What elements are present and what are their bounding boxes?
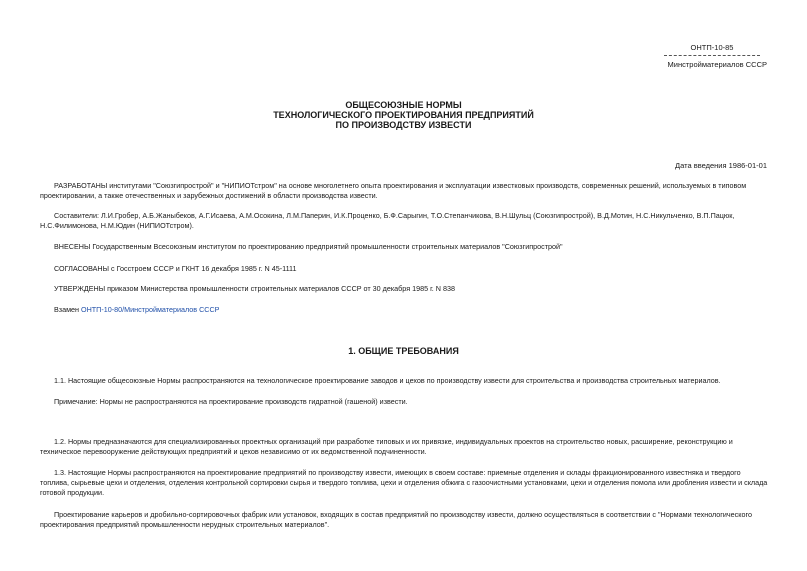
document-title bbox=[0, 100, 807, 130]
approved-line: УТВЕРЖДЕНЫ приказом Министерства промышленности строительных материалов СССР от 30 декабря 1985 г. N 838 bbox=[54, 284, 455, 293]
intro-date: Дата введения 1986-01-01 bbox=[675, 161, 767, 170]
title-line-1: ОБЩЕСОЮЗНЫЕ НОРМЫ bbox=[345, 100, 462, 110]
replaced-line bbox=[40, 305, 768, 315]
paragraph-1-1 bbox=[40, 376, 768, 386]
p1-3-line-1: 1.3. Настоящие Нормы распространяются на проектирование предприятий по производству извести, имеющих в своем составе: приемные отделения и склады фракционированного известняка и твердого bbox=[54, 468, 741, 477]
paragraph-authors bbox=[40, 211, 768, 231]
replaced-prefix: Взамен bbox=[54, 305, 81, 314]
developed-line-1: РАЗРАБОТАНЫ институтами "Союзгипрострой" и "НИПИОТстром" на основе многолетнего опыта проектирования и эксплуатации известковых производств, современных решений, используемых в типовом bbox=[54, 181, 747, 190]
replaced-link[interactable]: ОНТП-10-80/Минстройматериалов СССР bbox=[81, 305, 220, 314]
paragraph-introduced bbox=[40, 242, 768, 252]
document-organization: Минстройматериалов СССР bbox=[667, 59, 767, 69]
quarry-line-2: проектирования предприятий промышленности нерудных строительных материалов". bbox=[40, 520, 330, 529]
p1-3-line-2: топлива, сырьевые цехи и отделения, отделения контрольной сортировки сырья и твердого топлива, цехи и отделения обжига с газоочистными установками, цехи и отделения помола или дробления извести и склада bbox=[40, 478, 768, 487]
p1-1-line: 1.1. Настоящие общесоюзные Нормы распространяются на технологическое проектирование заводов и цехов по производству извести для строительства и производства строительных материалов. bbox=[54, 376, 721, 385]
paragraph-1-3 bbox=[40, 468, 768, 498]
document-header bbox=[657, 44, 767, 68]
paragraph-replaced bbox=[40, 305, 768, 315]
title-line-3: ПО ПРОИЗВОДСТВУ ИЗВЕСТИ bbox=[335, 120, 472, 130]
header-divider bbox=[664, 55, 760, 56]
paragraph-note bbox=[40, 397, 768, 407]
paragraph-agreed bbox=[40, 264, 768, 274]
agreed-line: СОГЛАСОВАНЫ с Госстроем СССР и ГКНТ 16 декабря 1985 г. N 45-1111 bbox=[54, 264, 297, 273]
title-line-2: ТЕХНОЛОГИЧЕСКОГО ПРОЕКТИРОВАНИЯ ПРЕДПРИЯТИЙ bbox=[273, 110, 534, 120]
p1-3-line-3: готовой продукции. bbox=[40, 488, 105, 497]
quarry-line-1: Проектирование карьеров и дробильно-сортировочных фабрик или установок, входящих в состав предприятий по производству извести, должно осуществляться в соответствии с "Нормами технологического bbox=[54, 510, 752, 519]
paragraph-1-2 bbox=[40, 437, 768, 457]
paragraph-approved bbox=[40, 284, 768, 294]
developed-line-2: проектировании, а также отечественных и зарубежных достижений в области производства извести. bbox=[40, 191, 378, 200]
paragraph-developed bbox=[40, 181, 768, 201]
section-title: 1. ОБЩИЕ ТРЕБОВАНИЯ bbox=[348, 346, 459, 356]
introduced-line: ВНЕСЕНЫ Государственным Всесоюзным институтом по проектированию предприятий промышленности строительных материалов "Союзгипрострой" bbox=[54, 242, 563, 251]
authors-line-2: Н.С.Филимонова, Н.М.Юдин (НИПИОТстром). bbox=[40, 221, 194, 230]
p1-2-line-1: 1.2. Нормы предназначаются для специализированных проектных организаций при разработке типовых и их привязке, индивидуальных проектов на строительство новых, расширение, реконструкцию и bbox=[54, 437, 733, 446]
document-code: ОНТП-10-85 bbox=[690, 43, 734, 52]
p1-2-line-2: техническое перевооружение действующих предприятий и цехов независимо от их ведомственной подчиненности. bbox=[40, 447, 427, 456]
authors-line-1: Составители: Л.И.Гробер, А.Б.Жаныбеков, А.Г.Исаева, А.М.Осокина, Л.М.Паперин, И.К.Проценко, Б.Ф.Сарыгин, Т.О.Степанчикова, В.Н.Шульц (Союзгипрострой), В.Д.Мотин, Н.С.Никульченко, В.П.Пацюк, bbox=[54, 211, 735, 220]
note-line: Примечание: Нормы не распространяются на проектирование производств гидратной (гашеной) извести. bbox=[54, 397, 408, 406]
paragraph-quarry bbox=[40, 510, 768, 530]
